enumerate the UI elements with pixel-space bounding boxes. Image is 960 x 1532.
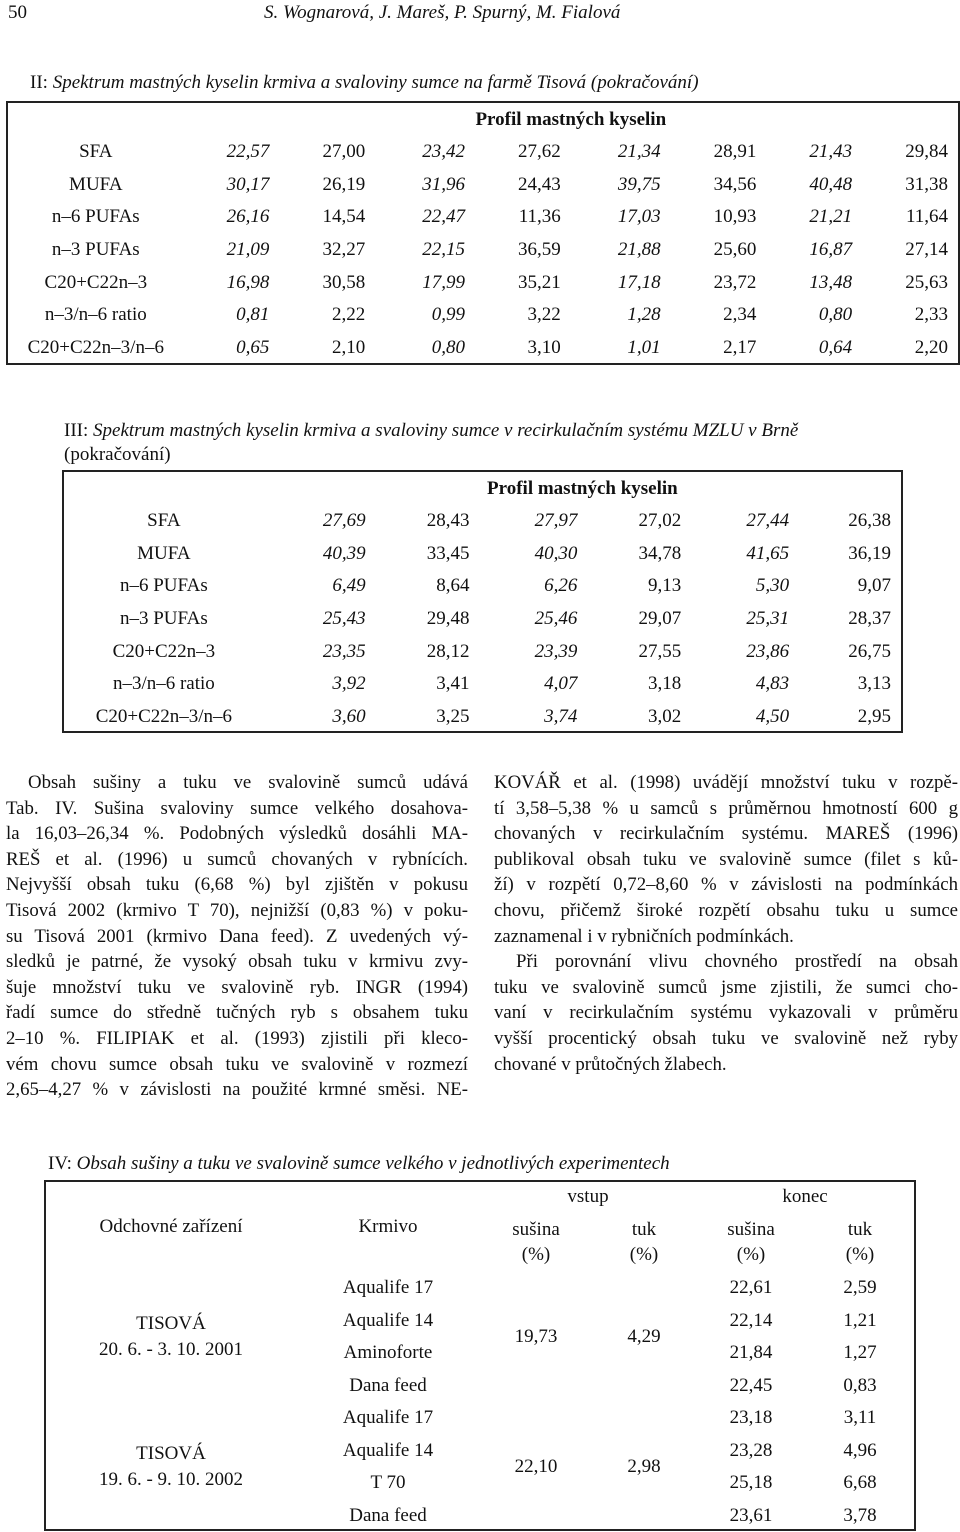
table4-sub-out-fat-unit: (%) (845, 1244, 875, 1265)
table4-sub-in-fat-label: tuk (631, 1219, 657, 1240)
text-line: ží) v rozpětí 0,72–8,60 % v závislosti na podmínkách (494, 874, 958, 896)
cell-value: 11,64 (905, 206, 948, 228)
table3-caption-line1: Spektrum mastných kyselin krmiva a svaloviny sumce v recirkulačním systému MZLU v Brně (93, 420, 799, 441)
facility-cell (46, 1402, 296, 1532)
text-line: řadí sumce do středně tučných ryb s obsahem tuku (6, 1002, 468, 1024)
cell-value: 24,43 (518, 173, 561, 195)
output-dm-cell: 22,61 (729, 1277, 773, 1299)
output-fat-cell: 2,59 (843, 1277, 877, 1299)
cell-value: 34,56 (713, 173, 757, 195)
table4-sub-out-fat (806, 1212, 914, 1272)
text-line: tí 3,58–5,38 % u samců s průměrnou hmotností 600 g (494, 797, 958, 819)
text-line: vyšší procentický obsah tuku ve svalovině než ryby (494, 1027, 958, 1049)
text-line: Nejvyšší obsah tuku (6,68 %) byl zjištěn v pokusu (6, 874, 468, 896)
row-label: n–3 PUFAs (119, 608, 208, 630)
facility-dates: 20. 6. - 3. 10. 2001 (98, 1339, 244, 1360)
cell-value: 21,43 (809, 141, 853, 163)
cell-value: 10,93 (713, 206, 757, 228)
cell-value: 26,75 (848, 640, 891, 662)
cell-value: 2,22 (331, 304, 366, 326)
cell-value: 2,95 (857, 705, 891, 727)
cell-value: 25,60 (713, 239, 757, 261)
table-row (46, 1402, 914, 1435)
cell-value: 0,99 (431, 304, 465, 326)
row-label: MUFA (69, 173, 123, 195)
output-dm-cell: 23,18 (729, 1407, 773, 1429)
table4-sub-in-dm-unit: (%) (521, 1244, 551, 1265)
table4-col-facility: Odchovné zařízení (99, 1216, 243, 1237)
row-label: n–6 PUFAs (119, 575, 208, 597)
facility-dates: 19. 6. - 9. 10. 2002 (98, 1469, 244, 1490)
text-line: REŠ et al. (1996) u sumců chovaných v rybnících. (6, 848, 468, 870)
table4-frame (44, 1180, 916, 1531)
table4-sub-in-dm (480, 1212, 592, 1272)
cell-value: 11,36 (518, 206, 561, 228)
page-number: 50 (8, 2, 27, 23)
cell-value: 0,81 (236, 304, 270, 326)
table-row (8, 266, 958, 299)
text-line: 2,65–4,27 % v závislosti na použité krmné směsi. NE- (6, 1079, 468, 1101)
cell-value: 25,43 (322, 608, 366, 630)
text-line: sledků je patrné, že vysoký obsah tuku v krmivu zvy- (6, 951, 468, 973)
feed-cell: Aminoforte (343, 1342, 433, 1364)
table-row (64, 570, 901, 603)
cell-value: 34,78 (638, 542, 682, 564)
table4-group-out: konec (782, 1186, 828, 1207)
table-row (64, 538, 901, 571)
cell-value: 3,74 (544, 705, 578, 727)
cell-value: 21,34 (617, 141, 661, 163)
cell-value: 27,97 (534, 510, 578, 532)
table4-group-in: vstup (567, 1186, 609, 1207)
cell-value: 3,10 (527, 336, 561, 358)
row-label: C20+C22n–3/n–6 (95, 705, 233, 727)
facility-name: TISOVÁ (136, 1313, 206, 1334)
input-dm-cell: 22,10 (514, 1456, 558, 1477)
body-left-column (6, 770, 468, 1103)
table4-col-feed: Krmivo (358, 1216, 418, 1237)
table4-sub-out-dm-unit: (%) (736, 1244, 766, 1265)
output-dm-cell: 23,28 (729, 1439, 773, 1461)
cell-value: 6,49 (332, 575, 366, 597)
cell-value: 3,41 (436, 673, 470, 695)
cell-value: 29,84 (905, 141, 948, 163)
table2-frame (6, 101, 960, 365)
cell-value: 8,64 (436, 575, 470, 597)
text-line: tuku ve svalovině sumců jsme zjistili, že sumci cho- (494, 976, 958, 998)
table-row (64, 635, 901, 668)
table-row (8, 234, 958, 267)
row-label: n–6 PUFAs (51, 206, 140, 228)
cell-value: 26,38 (848, 510, 891, 532)
cell-value: 17,18 (617, 271, 661, 293)
cell-value: 16,87 (809, 239, 853, 261)
text-line: Obsah sušiny a tuku ve svalovině sumců udává (28, 772, 468, 793)
output-fat-cell: 0,83 (843, 1374, 877, 1396)
cell-value: 27,69 (322, 510, 366, 532)
row-label: n–3/n–6 ratio (44, 304, 147, 326)
text-line: Tab. IV. Sušina svaloviny sumce velkého dosahova- (6, 797, 468, 819)
cell-value: 27,55 (638, 640, 682, 662)
cell-value: 27,44 (746, 510, 790, 532)
cell-value: 3,13 (857, 673, 891, 695)
cell-value: 21,21 (809, 206, 853, 228)
feed-cell: Dana feed (349, 1374, 427, 1396)
text-line: chovaných v recirkulačním systému. MAREŠ (1996) (494, 823, 958, 845)
cell-value: 27,00 (322, 141, 366, 163)
table2-profile-header: Profil mastných kyselin (475, 108, 667, 130)
table-row (8, 299, 958, 332)
running-header-authors: S. Wognarová, J. Mareš, P. Spurný, M. Fialová (264, 2, 621, 23)
cell-value: 23,39 (534, 640, 578, 662)
row-label: C20+C22n–3 (44, 271, 148, 293)
cell-value: 14,54 (322, 206, 366, 228)
facility-cell (46, 1272, 296, 1402)
cell-value: 23,35 (322, 640, 366, 662)
body-right-column (494, 770, 958, 1077)
cell-value: 25,31 (746, 608, 790, 630)
output-dm-cell: 25,18 (729, 1472, 773, 1494)
cell-value: 40,30 (534, 542, 578, 564)
feed-cell: Aqualife 14 (342, 1439, 434, 1461)
row-label: n–3/n–6 ratio (112, 673, 215, 695)
cell-value: 31,96 (422, 173, 465, 195)
row-label: C20+C22n–3 (112, 640, 216, 662)
table3 (64, 472, 901, 733)
cell-value: 16,98 (226, 271, 270, 293)
table-row (8, 136, 958, 169)
cell-value: 23,42 (422, 141, 465, 163)
text-line: vaní v recirkulačním systému vykazovali v průměru (494, 1002, 958, 1024)
cell-value: 2,33 (914, 304, 948, 326)
cell-value: 4,83 (755, 673, 790, 695)
output-fat-cell: 3,11 (843, 1407, 877, 1429)
cell-value: 9,13 (647, 575, 682, 597)
cell-value: 0,64 (818, 336, 853, 358)
cell-value: 28,37 (848, 608, 891, 630)
output-dm-cell: 23,61 (729, 1504, 773, 1526)
cell-value: 3,02 (647, 705, 682, 727)
cell-value: 3,60 (332, 705, 366, 727)
cell-value: 1,28 (627, 304, 661, 326)
output-fat-cell: 1,21 (843, 1309, 877, 1331)
cell-value: 35,21 (518, 271, 561, 293)
cell-value: 17,99 (422, 271, 465, 293)
output-fat-cell: 1,27 (843, 1342, 877, 1364)
table4 (46, 1182, 914, 1532)
output-dm-cell: 22,45 (729, 1374, 773, 1396)
cell-value: 9,07 (857, 575, 891, 597)
cell-value: 25,63 (905, 271, 948, 293)
cell-value: 28,12 (426, 640, 470, 662)
text-line: šuje množství tuku ve svalovině ryb. INGR (1994) (6, 976, 468, 998)
cell-value: 28,91 (713, 141, 757, 163)
table3-caption (64, 419, 798, 467)
table4-sub-out-dm (696, 1212, 806, 1272)
cell-value: 31,38 (905, 173, 948, 195)
table4-sub-in-fat (592, 1212, 696, 1272)
cell-value: 40,39 (322, 542, 366, 564)
cell-value: 2,20 (914, 336, 948, 358)
cell-value: 30,58 (322, 271, 366, 293)
text-line: vém chovu sumce obsah tuku ve svalovině v rozmezí (6, 1053, 468, 1075)
table3-caption-line2: (pokračování) (64, 444, 171, 465)
text-line: su Tisová 2001 (krmivo Dana feed). Z uvedených vý- (6, 925, 468, 947)
table4-sub-in-fat-unit: (%) (629, 1244, 659, 1265)
cell-value: 32,27 (322, 239, 366, 261)
cell-value: 36,59 (518, 239, 561, 261)
text-line: Při porovnání vlivu chovného prostředí na obsah (516, 951, 958, 973)
table4-sub-in-dm-label: sušina (512, 1219, 560, 1240)
output-dm-cell: 22,14 (729, 1309, 773, 1331)
cell-value: 30,17 (226, 173, 270, 195)
text-line: chované v průtočných žlabech. (494, 1053, 727, 1075)
cell-value: 4,50 (755, 705, 790, 727)
table4-caption-prefix: IV: (48, 1153, 72, 1174)
table2-caption-prefix: II: (30, 72, 48, 93)
cell-value: 41,65 (746, 542, 790, 564)
table-row (8, 169, 958, 202)
table2-caption-text: Spektrum mastných kyselin krmiva a svaloviny sumce na farmě Tisová (pokračování) (52, 72, 699, 93)
table3-caption-prefix: III: (64, 420, 89, 441)
text-line: chovu, přičemž široké rozpětí obsahu tuku u sumce (494, 899, 958, 921)
cell-value: 1,01 (627, 336, 661, 358)
input-dm-cell: 19,73 (514, 1326, 558, 1347)
cell-value: 29,07 (638, 608, 682, 630)
cell-value: 2,17 (723, 336, 757, 358)
row-label: SFA (79, 141, 113, 163)
cell-value: 28,43 (426, 510, 470, 532)
cell-value: 3,18 (647, 673, 682, 695)
table-row (8, 332, 958, 365)
cell-value: 4,07 (544, 673, 578, 695)
output-fat-cell: 4,96 (843, 1439, 877, 1461)
text-line: 2–10 %. FILIPIAK et al. (1993) zjistili při kleco- (6, 1027, 468, 1049)
cell-value: 39,75 (617, 173, 661, 195)
facility-name: TISOVÁ (136, 1443, 206, 1464)
cell-value: 40,48 (809, 173, 853, 195)
input-fat-cell: 2,98 (627, 1456, 661, 1477)
cell-value: 6,26 (544, 575, 578, 597)
table4-caption (48, 1152, 670, 1176)
row-label: MUFA (137, 542, 191, 564)
cell-value: 36,19 (848, 542, 891, 564)
cell-value: 0,65 (236, 336, 270, 358)
cell-value: 21,88 (617, 239, 661, 261)
cell-value: 22,15 (422, 239, 465, 261)
table2 (8, 103, 958, 364)
feed-cell: Aqualife 14 (342, 1309, 434, 1331)
text-line: la 16,03–26,34 %. Podobných výsledků dosáhli MA- (6, 823, 468, 845)
row-label: n–3 PUFAs (51, 239, 140, 261)
table4-caption-text: Obsah sušiny a tuku ve svalovině sumce velkého v jednotlivých experimentech (76, 1153, 670, 1174)
text-line: Tisová 2002 (krmivo T 70), nejnižší (0,83 %) v poku- (6, 899, 468, 921)
text-line: publikoval obsah tuku ve svalovině sumce (filet s ků- (494, 848, 958, 870)
cell-value: 3,22 (527, 304, 561, 326)
table3-profile-header: Profil mastných kyselin (487, 477, 678, 499)
cell-value: 29,48 (426, 608, 470, 630)
cell-value: 17,03 (617, 206, 661, 228)
cell-value: 26,19 (322, 173, 366, 195)
table-row (64, 505, 901, 538)
feed-cell: Aqualife 17 (342, 1407, 434, 1429)
cell-value: 27,14 (905, 239, 948, 261)
cell-value: 26,16 (226, 206, 270, 228)
cell-value: 3,25 (436, 705, 470, 727)
row-label: C20+C22n–3/n–6 (27, 336, 164, 358)
text-line: zaznamenal i v rybničních podmínkách. (494, 925, 794, 947)
table4-sub-out-fat-label: tuk (847, 1219, 873, 1240)
text-line: KOVÁŘ et al. (1998) uvádějí množství tuku v rozpě- (494, 772, 958, 793)
table-row (64, 668, 901, 701)
cell-value: 2,34 (723, 304, 757, 326)
cell-value: 23,86 (746, 640, 790, 662)
input-fat-cell: 4,29 (627, 1326, 661, 1347)
cell-value: 23,72 (713, 271, 757, 293)
cell-value: 22,47 (422, 206, 465, 228)
cell-value: 3,92 (332, 673, 366, 695)
cell-value: 0,80 (431, 336, 465, 358)
table-row (64, 701, 901, 734)
row-label: SFA (147, 510, 181, 532)
table-row (8, 201, 958, 234)
cell-value: 33,45 (426, 542, 470, 564)
table-row (64, 603, 901, 636)
cell-value: 5,30 (755, 575, 790, 597)
output-dm-cell: 21,84 (729, 1342, 773, 1364)
cell-value: 13,48 (809, 271, 853, 293)
cell-value: 2,10 (331, 336, 366, 358)
cell-value: 21,09 (226, 239, 270, 261)
cell-value: 0,80 (818, 304, 853, 326)
feed-cell: Aqualife 17 (342, 1277, 434, 1299)
cell-value: 27,62 (518, 141, 561, 163)
table4-sub-out-dm-label: sušina (727, 1219, 775, 1240)
feed-cell: T 70 (370, 1472, 406, 1494)
cell-value: 25,46 (534, 608, 578, 630)
cell-value: 22,57 (226, 141, 270, 163)
output-fat-cell: 6,68 (843, 1472, 877, 1494)
table3-frame (62, 470, 903, 733)
table2-caption (30, 71, 699, 95)
table-row (46, 1272, 914, 1305)
feed-cell: Dana feed (349, 1504, 427, 1526)
output-fat-cell: 3,78 (843, 1504, 877, 1526)
cell-value: 27,02 (638, 510, 682, 532)
